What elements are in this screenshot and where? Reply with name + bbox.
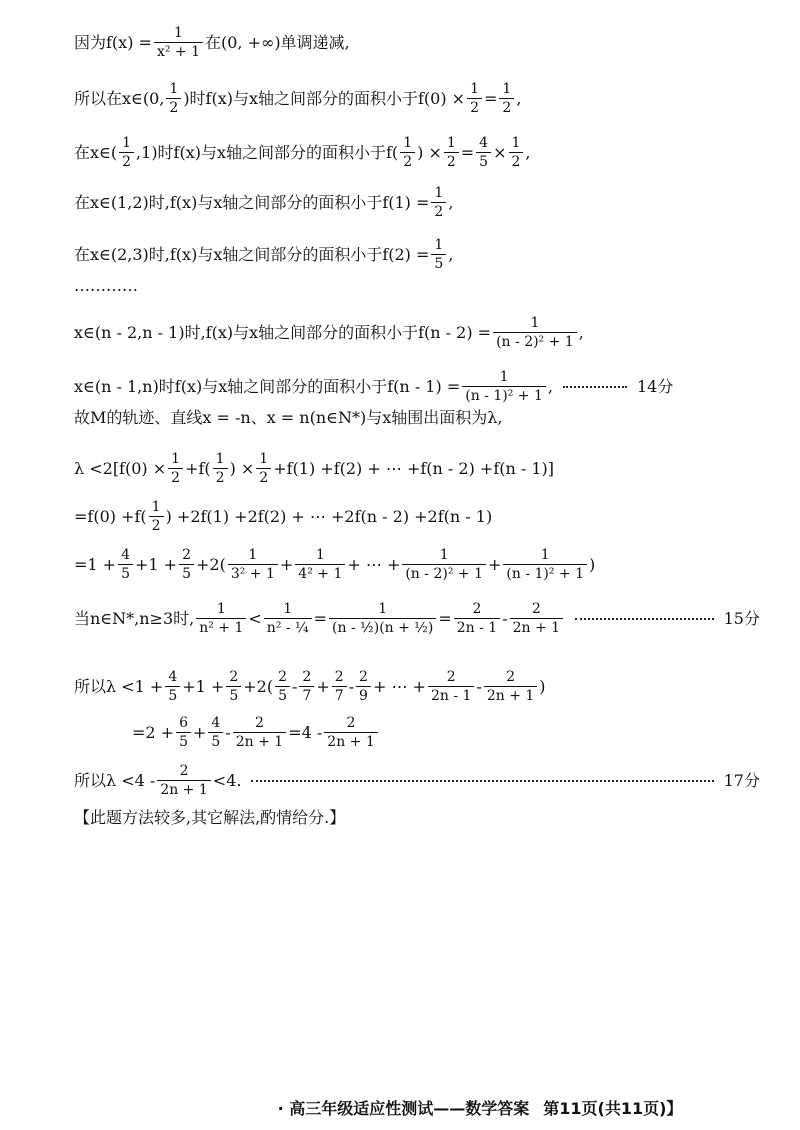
fraction — [329, 602, 436, 635]
fraction — [196, 602, 246, 635]
fraction-numerator: 1 — [530, 315, 540, 331]
fraction-numerator: 1 — [378, 601, 388, 617]
fraction-numerator: 6 — [179, 715, 188, 731]
fraction — [233, 716, 286, 749]
fraction-numerator: 1 — [499, 369, 509, 385]
text-segment: 所以在x∈(0, — [74, 88, 165, 108]
fraction — [431, 186, 446, 219]
text-segment: ) +2f(1) +2f(2) + ⋯ +2f(n - 2) +2f(n - 1) — [165, 506, 493, 526]
fraction-denominator: (n - 2)² + 1 — [402, 564, 486, 581]
fraction-numerator: 2 — [346, 715, 356, 731]
fraction-denominator: 5 — [165, 686, 180, 703]
fraction-numerator: 2 — [229, 669, 239, 685]
text-segment: , — [516, 88, 522, 108]
fraction-numerator: 2 — [446, 669, 456, 685]
text-segment: 在x∈( — [74, 142, 118, 162]
text-segment: ) × — [417, 142, 442, 162]
fraction-denominator: 2n - 1 — [428, 686, 474, 703]
text-segment: ) × — [229, 458, 255, 478]
fraction — [208, 716, 223, 749]
text-segment: ) — [589, 554, 596, 574]
fraction — [431, 238, 446, 271]
text-segment: +2( — [196, 554, 226, 574]
fraction-numerator: 2 — [334, 669, 344, 685]
solution-line — [74, 278, 760, 294]
fraction-denominator: 2n + 1 — [510, 618, 563, 635]
fraction-numerator: 4 — [211, 715, 221, 731]
fraction-numerator: 1 — [439, 547, 449, 563]
solution-line — [74, 370, 760, 403]
fraction-numerator: 2 — [359, 669, 368, 685]
text-segment: x∈(n - 1,n)时f(x)与x轴之间部分的面积小于f(n - 1) = — [74, 376, 461, 396]
fraction — [166, 82, 181, 115]
dot-leader — [251, 780, 713, 782]
solution-line — [74, 186, 760, 219]
fraction — [157, 764, 210, 797]
fraction-numerator: 1 — [434, 237, 444, 253]
text-segment: +1 + — [135, 554, 178, 574]
text-segment: =2 + — [132, 722, 175, 742]
solution-line — [74, 238, 760, 271]
fraction-numerator: 1 — [315, 547, 325, 563]
fraction-denominator: 5 — [118, 564, 133, 581]
text-segment: , — [547, 376, 553, 396]
text-segment: - — [291, 676, 298, 696]
fraction — [168, 452, 183, 485]
text-segment: =4 - — [288, 722, 323, 742]
fraction — [484, 670, 537, 703]
fraction — [454, 602, 500, 635]
text-segment: 在(0, +∞)单调递减, — [204, 32, 350, 52]
fraction-denominator: 2n + 1 — [484, 686, 537, 703]
score-label: 15分 — [723, 608, 760, 628]
text-segment: 在x∈(2,3)时,f(x)与x轴之间部分的面积小于f(2) = — [74, 244, 430, 264]
text-segment: + ⋯ + — [372, 676, 426, 696]
fraction-denominator: 2 — [499, 98, 514, 115]
fraction-denominator: (n - ½)(n + ½) — [329, 618, 436, 635]
text-segment: = — [460, 142, 475, 162]
text-segment: 因为f(x) = — [74, 32, 152, 52]
fraction-numerator: 2 — [472, 601, 482, 617]
fraction-denominator: 2n + 1 — [233, 732, 286, 749]
text-segment: x∈(n - 2,n - 1)时,f(x)与x轴之间部分的面积小于f(n - 2) = — [74, 322, 492, 342]
text-segment: - — [225, 722, 231, 742]
fraction-numerator: 1 — [403, 135, 413, 151]
fraction — [332, 670, 347, 703]
text-segment: λ <2[f(0) × — [74, 458, 167, 478]
fraction — [324, 716, 377, 749]
score-label: 14分 — [636, 376, 674, 396]
fraction — [256, 452, 271, 485]
fraction-numerator: 2 — [255, 715, 264, 731]
fraction — [476, 136, 491, 169]
fraction — [228, 548, 278, 581]
fraction-denominator: 2n - 1 — [454, 618, 500, 635]
fraction — [509, 136, 524, 169]
fraction-denominator: 2 — [509, 152, 524, 169]
fraction-denominator: 7 — [332, 686, 347, 703]
fraction-numerator: 2 — [179, 763, 189, 779]
fraction-denominator: 2 — [467, 98, 482, 115]
solution-line — [74, 602, 760, 635]
fraction-numerator: 2 — [302, 669, 312, 685]
fraction-numerator: 2 — [506, 669, 516, 685]
fraction — [467, 82, 482, 115]
text-segment: 所以λ <4 - — [74, 770, 156, 790]
fraction-numerator: 1 — [216, 601, 226, 617]
text-segment: <4. — [212, 770, 242, 790]
fraction-denominator: 5 — [476, 152, 491, 169]
solution-line — [74, 810, 760, 826]
fraction — [119, 136, 134, 169]
text-segment: =1 + — [74, 554, 117, 574]
fraction-numerator: 1 — [502, 81, 512, 97]
fraction-denominator: 5 — [179, 564, 194, 581]
fraction-denominator: (n - 2)² + 1 — [493, 332, 577, 349]
fraction-numerator: 1 — [434, 185, 444, 201]
solution-line — [74, 500, 760, 533]
text-segment: =f(0) +f( — [74, 506, 147, 526]
text-segment: , — [578, 322, 584, 342]
fraction-denominator: 5 — [275, 686, 290, 703]
fraction-numerator: 1 — [151, 499, 161, 515]
text-segment: 【此题方法较多,其它解法,酌情给分.】 — [74, 808, 346, 827]
fraction-denominator: 2 — [256, 468, 271, 485]
fraction-denominator: 2 — [166, 98, 181, 115]
fraction-denominator: 2 — [168, 468, 183, 485]
fraction — [154, 26, 203, 59]
fraction — [275, 670, 290, 703]
text-segment: 所以λ <1 + — [74, 676, 164, 696]
solution-line — [74, 316, 760, 349]
fraction-numerator: 4 — [121, 547, 130, 563]
solution-line — [74, 82, 760, 115]
fraction — [510, 602, 563, 635]
fraction — [462, 370, 546, 403]
fraction-numerator: 1 — [446, 135, 456, 151]
fraction-denominator: 2n + 1 — [324, 732, 377, 749]
text-segment: +1 + — [182, 676, 225, 696]
text-segment: × — [493, 142, 507, 162]
fraction-denominator: 2 — [149, 516, 164, 533]
fraction-numerator: 4 — [479, 135, 489, 151]
text-segment: 当n∈N*,n≥3时, — [74, 608, 195, 628]
fraction-numerator: 4 — [168, 669, 178, 685]
fraction-numerator: 1 — [259, 451, 269, 467]
fraction-numerator: 2 — [531, 601, 541, 617]
text-segment: - — [476, 676, 482, 696]
fraction-denominator: 5 — [208, 732, 223, 749]
fraction-denominator: 2 — [119, 152, 134, 169]
solution-line — [74, 410, 760, 426]
fraction-numerator: 1 — [171, 451, 181, 467]
text-segment: + — [487, 554, 502, 574]
page-footer — [0, 1096, 800, 1119]
fraction — [226, 670, 241, 703]
fraction-numerator: 2 — [182, 547, 191, 563]
fraction-denominator: 2 — [213, 468, 228, 485]
fraction — [400, 136, 415, 169]
fraction-denominator: 2 — [444, 152, 459, 169]
fraction-numerator: 1 — [174, 25, 183, 41]
text-segment: , — [448, 192, 454, 212]
solution-line — [74, 670, 760, 703]
fraction — [428, 670, 474, 703]
fraction — [118, 548, 133, 581]
fraction-denominator: n² + 1 — [196, 618, 246, 635]
solution-line — [132, 716, 760, 749]
text-segment: - — [502, 608, 508, 628]
fraction — [493, 316, 577, 349]
fraction-denominator: (n - 1)² + 1 — [462, 386, 546, 403]
text-segment: ,1)时f(x)与x轴之间部分的面积小于f( — [136, 142, 399, 162]
fraction — [503, 548, 587, 581]
text-segment: + — [316, 676, 330, 696]
fraction-denominator: 5 — [176, 732, 191, 749]
text-segment: = — [484, 88, 498, 108]
text-segment: + — [193, 722, 207, 742]
fraction-denominator: (n - 1)² + 1 — [503, 564, 587, 581]
dot-leader — [563, 386, 627, 388]
fraction — [295, 548, 345, 581]
solution-line — [74, 548, 760, 581]
solution-line — [74, 764, 760, 797]
text-segment: + ⋯ + — [347, 554, 401, 574]
fraction — [176, 716, 191, 749]
fraction-numerator: 1 — [283, 601, 293, 617]
fraction-denominator: 5 — [431, 254, 446, 271]
fraction-numerator: 1 — [215, 451, 225, 467]
fraction-numerator: 1 — [169, 81, 179, 97]
fraction — [402, 548, 486, 581]
text-segment: ………… — [74, 276, 138, 295]
footer-page-number: 第11页(共11页)】 — [543, 1099, 683, 1118]
fraction — [444, 136, 459, 169]
fraction-denominator: 3² + 1 — [228, 564, 278, 581]
text-segment: = — [313, 608, 328, 628]
text-segment: + — [279, 554, 294, 574]
fraction — [264, 602, 312, 635]
text-segment: < — [248, 608, 262, 628]
fraction-denominator: 5 — [226, 686, 241, 703]
text-segment: +f( — [185, 458, 211, 478]
fraction-numerator: 2 — [278, 669, 287, 685]
text-segment: +2( — [243, 676, 274, 696]
text-segment: 故M的轨迹、直线x = -n、x = n(n∈N*)与x轴围出面积为λ, — [74, 408, 503, 427]
fraction-denominator: n² - ¼ — [264, 618, 312, 635]
fraction — [299, 670, 314, 703]
text-segment: +f(1) +f(2) + ⋯ +f(n - 2) +f(n - 1)] — [273, 458, 555, 478]
text-segment: = — [438, 608, 452, 628]
fraction — [179, 548, 194, 581]
fraction-numerator: 1 — [540, 547, 550, 563]
text-segment: , — [525, 142, 531, 162]
solution-line — [74, 26, 760, 59]
fraction — [499, 82, 514, 115]
solution-line — [74, 136, 760, 169]
fraction — [165, 670, 180, 703]
fraction-denominator: 9 — [356, 686, 371, 703]
score-label: 17分 — [723, 770, 760, 790]
footer-title: · 高三年级适应性测试——数学答案 — [277, 1099, 530, 1118]
fraction-numerator: 1 — [122, 135, 132, 151]
fraction-numerator: 1 — [248, 547, 258, 563]
fraction-denominator: 4² + 1 — [295, 564, 345, 581]
dot-leader — [575, 618, 714, 620]
fraction-denominator: x² + 1 — [154, 42, 203, 59]
text-segment: ) — [539, 676, 546, 696]
text-segment: 在x∈(1,2)时,f(x)与x轴之间部分的面积小于f(1) = — [74, 192, 430, 212]
fraction — [356, 670, 371, 703]
text-segment: , — [448, 244, 454, 264]
fraction-numerator: 1 — [470, 81, 480, 97]
fraction-denominator: 2 — [400, 152, 415, 169]
fraction-denominator: 2n + 1 — [157, 780, 210, 797]
fraction-denominator: 7 — [299, 686, 314, 703]
text-segment: )时f(x)与x轴之间部分的面积小于f(0) × — [183, 88, 466, 108]
fraction-denominator: 2 — [431, 202, 446, 219]
text-segment: - — [348, 676, 355, 696]
fraction — [213, 452, 228, 485]
fraction-numerator: 1 — [511, 135, 521, 151]
solution-line — [74, 452, 760, 485]
fraction — [149, 500, 164, 533]
